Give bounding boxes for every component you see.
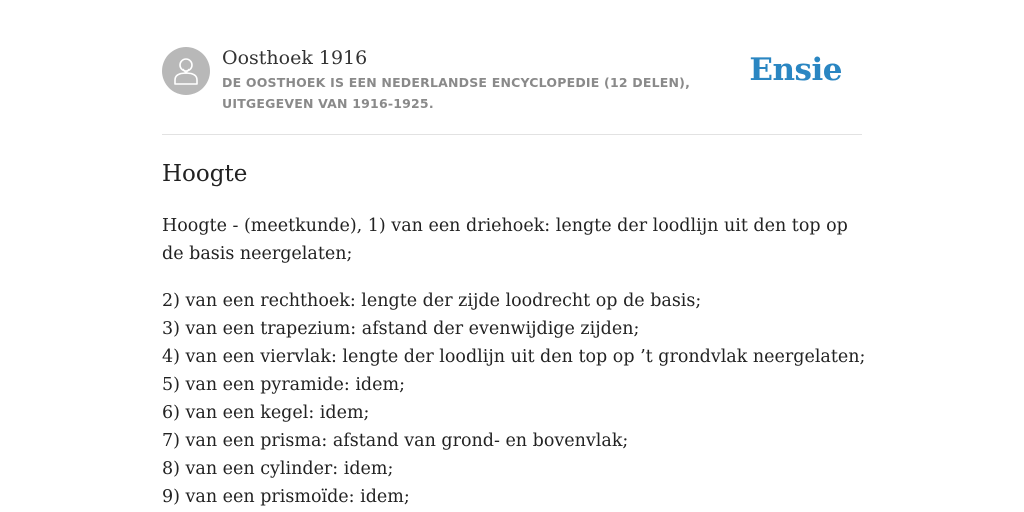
page-container xyxy=(162,0,866,507)
article-intro: Hoogte - (meetkunde), 1) van een driehoek: lengte der loodlijn uit den top op de basis neergelaten; xyxy=(162,216,848,264)
definition-item: 5) van een pyramide: idem; xyxy=(162,375,405,395)
definition-list xyxy=(162,287,866,511)
definition-item: 8) van een cylinder: idem; xyxy=(162,459,394,479)
source-description: DE OOSTHOEK IS EEN NEDERLANDSE ENCYCLOPEDIE (12 DELEN), UITGEGEVEN VAN 1916-1925. xyxy=(222,75,691,111)
avatar[interactable] xyxy=(162,47,210,95)
article-title: Hoogte xyxy=(162,161,248,187)
source-header xyxy=(162,0,862,135)
definition-item: 7) van een prisma: afstand van grond- en bovenvlak; xyxy=(162,431,629,451)
definition-item: 2) van een rechthoek: lengte der zijde loodrecht op de basis; xyxy=(162,291,702,311)
source-title[interactable]: Oosthoek 1916 xyxy=(222,47,368,69)
definition-item: 3) van een trapezium: afstand der evenwijdige zijden; xyxy=(162,319,640,339)
definition-item: 9) van een prismoïde: idem; xyxy=(162,487,410,507)
user-icon xyxy=(172,56,200,86)
definition-item: 4) van een viervlak: lengte der loodlijn uit den top op ’t grondvlak neergelaten; xyxy=(162,347,866,367)
article-body xyxy=(162,212,866,511)
definition-item: 6) van een kegel: idem; xyxy=(162,403,370,423)
ensie-logo[interactable]: Ensie xyxy=(749,52,842,88)
